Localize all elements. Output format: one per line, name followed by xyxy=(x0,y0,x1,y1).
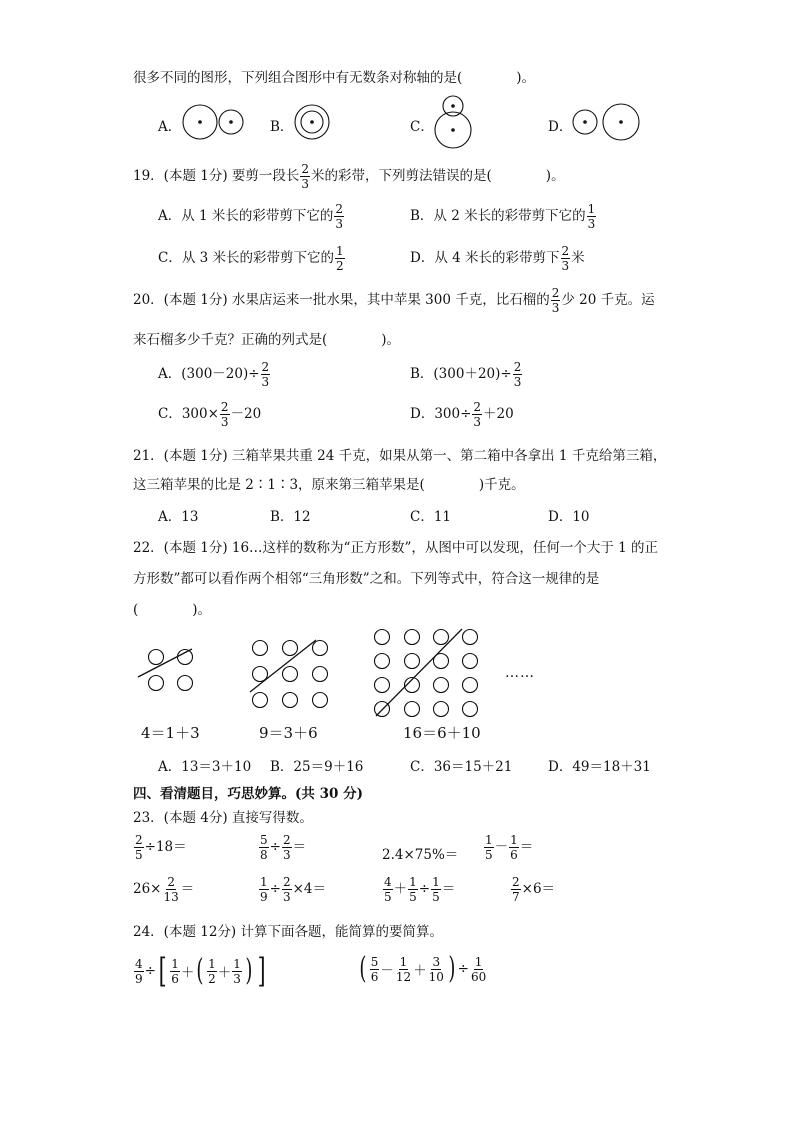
q22-option-c[interactable]: C．36＝15＋21 xyxy=(410,759,513,775)
q20-option-c[interactable]: C．300× $\frac{2}{3}$ －20 xyxy=(158,400,262,429)
q23-expr-5: 26× $\frac{2}{13}$ ＝ xyxy=(133,875,195,904)
q21-option-b[interactable]: B．12 xyxy=(270,509,311,525)
q20-option-a[interactable]: A．(300－20)÷ $\frac{2}{3}$ xyxy=(158,360,270,389)
q22-stem-line1: 22．(本题 1分) 16…这样的数称为“正方形数”，从图中可以发现，任何一个大于 1 的正 xyxy=(133,540,659,556)
q18-option-d-label: D． xyxy=(548,119,573,135)
q18-option-b-figure xyxy=(292,104,336,144)
q22-square-number-3x3-figure xyxy=(246,636,338,716)
q20-option-d[interactable]: D．300÷ $\frac{2}{3}$ ＋20 xyxy=(410,400,514,429)
q23-expr-8: $\frac{2}{7}$ ×6＝ xyxy=(512,875,556,904)
q19-option-c[interactable]: C．从 3 米长的彩带剪下它的 $\frac{1}{2}$ xyxy=(158,244,344,273)
q19-option-d[interactable]: D．从 4 米长的彩带剪下 $\frac{2}{3}$ 米 xyxy=(410,244,585,273)
q23-expr-2: $\frac{5}{8}$ ÷ $\frac{2}{3}$ ＝ xyxy=(260,833,307,862)
q19-option-b[interactable]: B．从 2 米长的彩带剪下它的 $\frac{1}{3}$ xyxy=(410,202,596,231)
q18-option-a-label: A． xyxy=(158,119,182,135)
q18-option-a-figure xyxy=(178,104,248,144)
q21-stem-line1: 21．(本题 1分) 三箱苹果共重 24 千克，如果从第一、第二箱中各拿出 1 千克给第三箱， xyxy=(133,448,667,464)
q24-problem-1: $\frac{4}{9}$ ÷ [ $\frac{1}{6}$ ＋ ( $\frac{1}{2}$ ＋ $\frac{1}{3}$ ) ] xyxy=(135,951,266,991)
q22-option-a[interactable]: A．13＝3＋10 xyxy=(158,759,252,775)
q22-stem-line2: 方形数”都可以看作两个相邻“三角形数”之和。下列等式中，符合这一规律的是 xyxy=(133,571,600,587)
q22-equation-4: 4＝1＋3 xyxy=(141,724,200,742)
q23-title: 23．(本题 4分) 直接写得数。 xyxy=(133,810,313,826)
q23-expr-4: $\frac{1}{5}$ － $\frac{1}{6}$ ＝ xyxy=(485,833,534,862)
q23-expr-3: 2.4×75%＝ xyxy=(382,847,459,863)
q22-square-number-4x4-figure xyxy=(370,626,485,724)
q22-stem-line3: ( )。 xyxy=(133,602,212,618)
q23-expr-1: $\frac{2}{5}$ ÷18＝ xyxy=(135,833,187,862)
q18-option-c-figure xyxy=(432,93,476,153)
q21-stem-line2: 这三箱苹果的比是 2∶1∶3，原来第三箱苹果是( )千克。 xyxy=(133,477,525,493)
q23-expr-7: $\frac{4}{5}$ ＋ $\frac{1}{5}$ ÷ $\frac{1}{5}$ ＝ xyxy=(384,875,456,904)
q21-option-d[interactable]: D．10 xyxy=(548,509,590,525)
q18-option-b-label: B． xyxy=(270,119,294,135)
q20-option-b[interactable]: B．(300＋20)÷ $\frac{2}{3}$ xyxy=(410,360,522,389)
q22-equation-16: 16＝6＋10 xyxy=(403,724,481,742)
q24-title: 24．(本题 12分) 计算下面各题，能简算的要简算。 xyxy=(133,924,443,940)
q22-equation-9: 9＝3＋6 xyxy=(259,724,318,742)
q24-problem-2: ( $\frac{5}{6}$ － $\frac{1}{12}$ ＋ $\frac{3}{10}$ ) ÷ $\frac{1}{60}$ xyxy=(359,951,487,986)
q20-stem-line1: 20．(本题 1分) 水果店运来一批水果，其中苹果 300 千克，比石榴的 $\frac{2}{3}$ 少 20 千克。运 xyxy=(133,286,655,315)
q19-stem: 19．(本题 1分) 要剪一段长 $\frac{2}{3}$ 米的彩带，下列剪法错误的是( )。 xyxy=(133,162,565,191)
q22-ellipsis: …… xyxy=(505,665,535,681)
q18-option-d-figure xyxy=(570,104,644,144)
q19-option-a[interactable]: A．从 1 米长的彩带剪下它的 $\frac{2}{3}$ xyxy=(158,202,344,231)
q22-square-number-2x2-figure xyxy=(132,644,202,694)
section-4-title: 四、看清题目，巧思妙算。(共 30 分) xyxy=(133,786,363,802)
q21-option-a[interactable]: A．13 xyxy=(158,509,199,525)
q19-fraction: $\frac{2}{3}$ xyxy=(301,162,310,191)
q20-stem-line2: 来石榴多少千克？正确的列式是( )。 xyxy=(133,332,401,348)
q18-option-c-label: C． xyxy=(410,119,434,135)
q21-option-c[interactable]: C．11 xyxy=(410,509,452,525)
q22-option-d[interactable]: D．49＝18＋31 xyxy=(548,759,651,775)
q22-option-b[interactable]: B．25＝9＋16 xyxy=(270,759,364,775)
q18-stem-tail: 很多不同的图形，下列组合图形中有无数条对称轴的是( )。 xyxy=(133,70,536,86)
q23-expr-6: $\frac{1}{9}$ ÷ $\frac{2}{3}$ ×4＝ xyxy=(260,875,326,904)
